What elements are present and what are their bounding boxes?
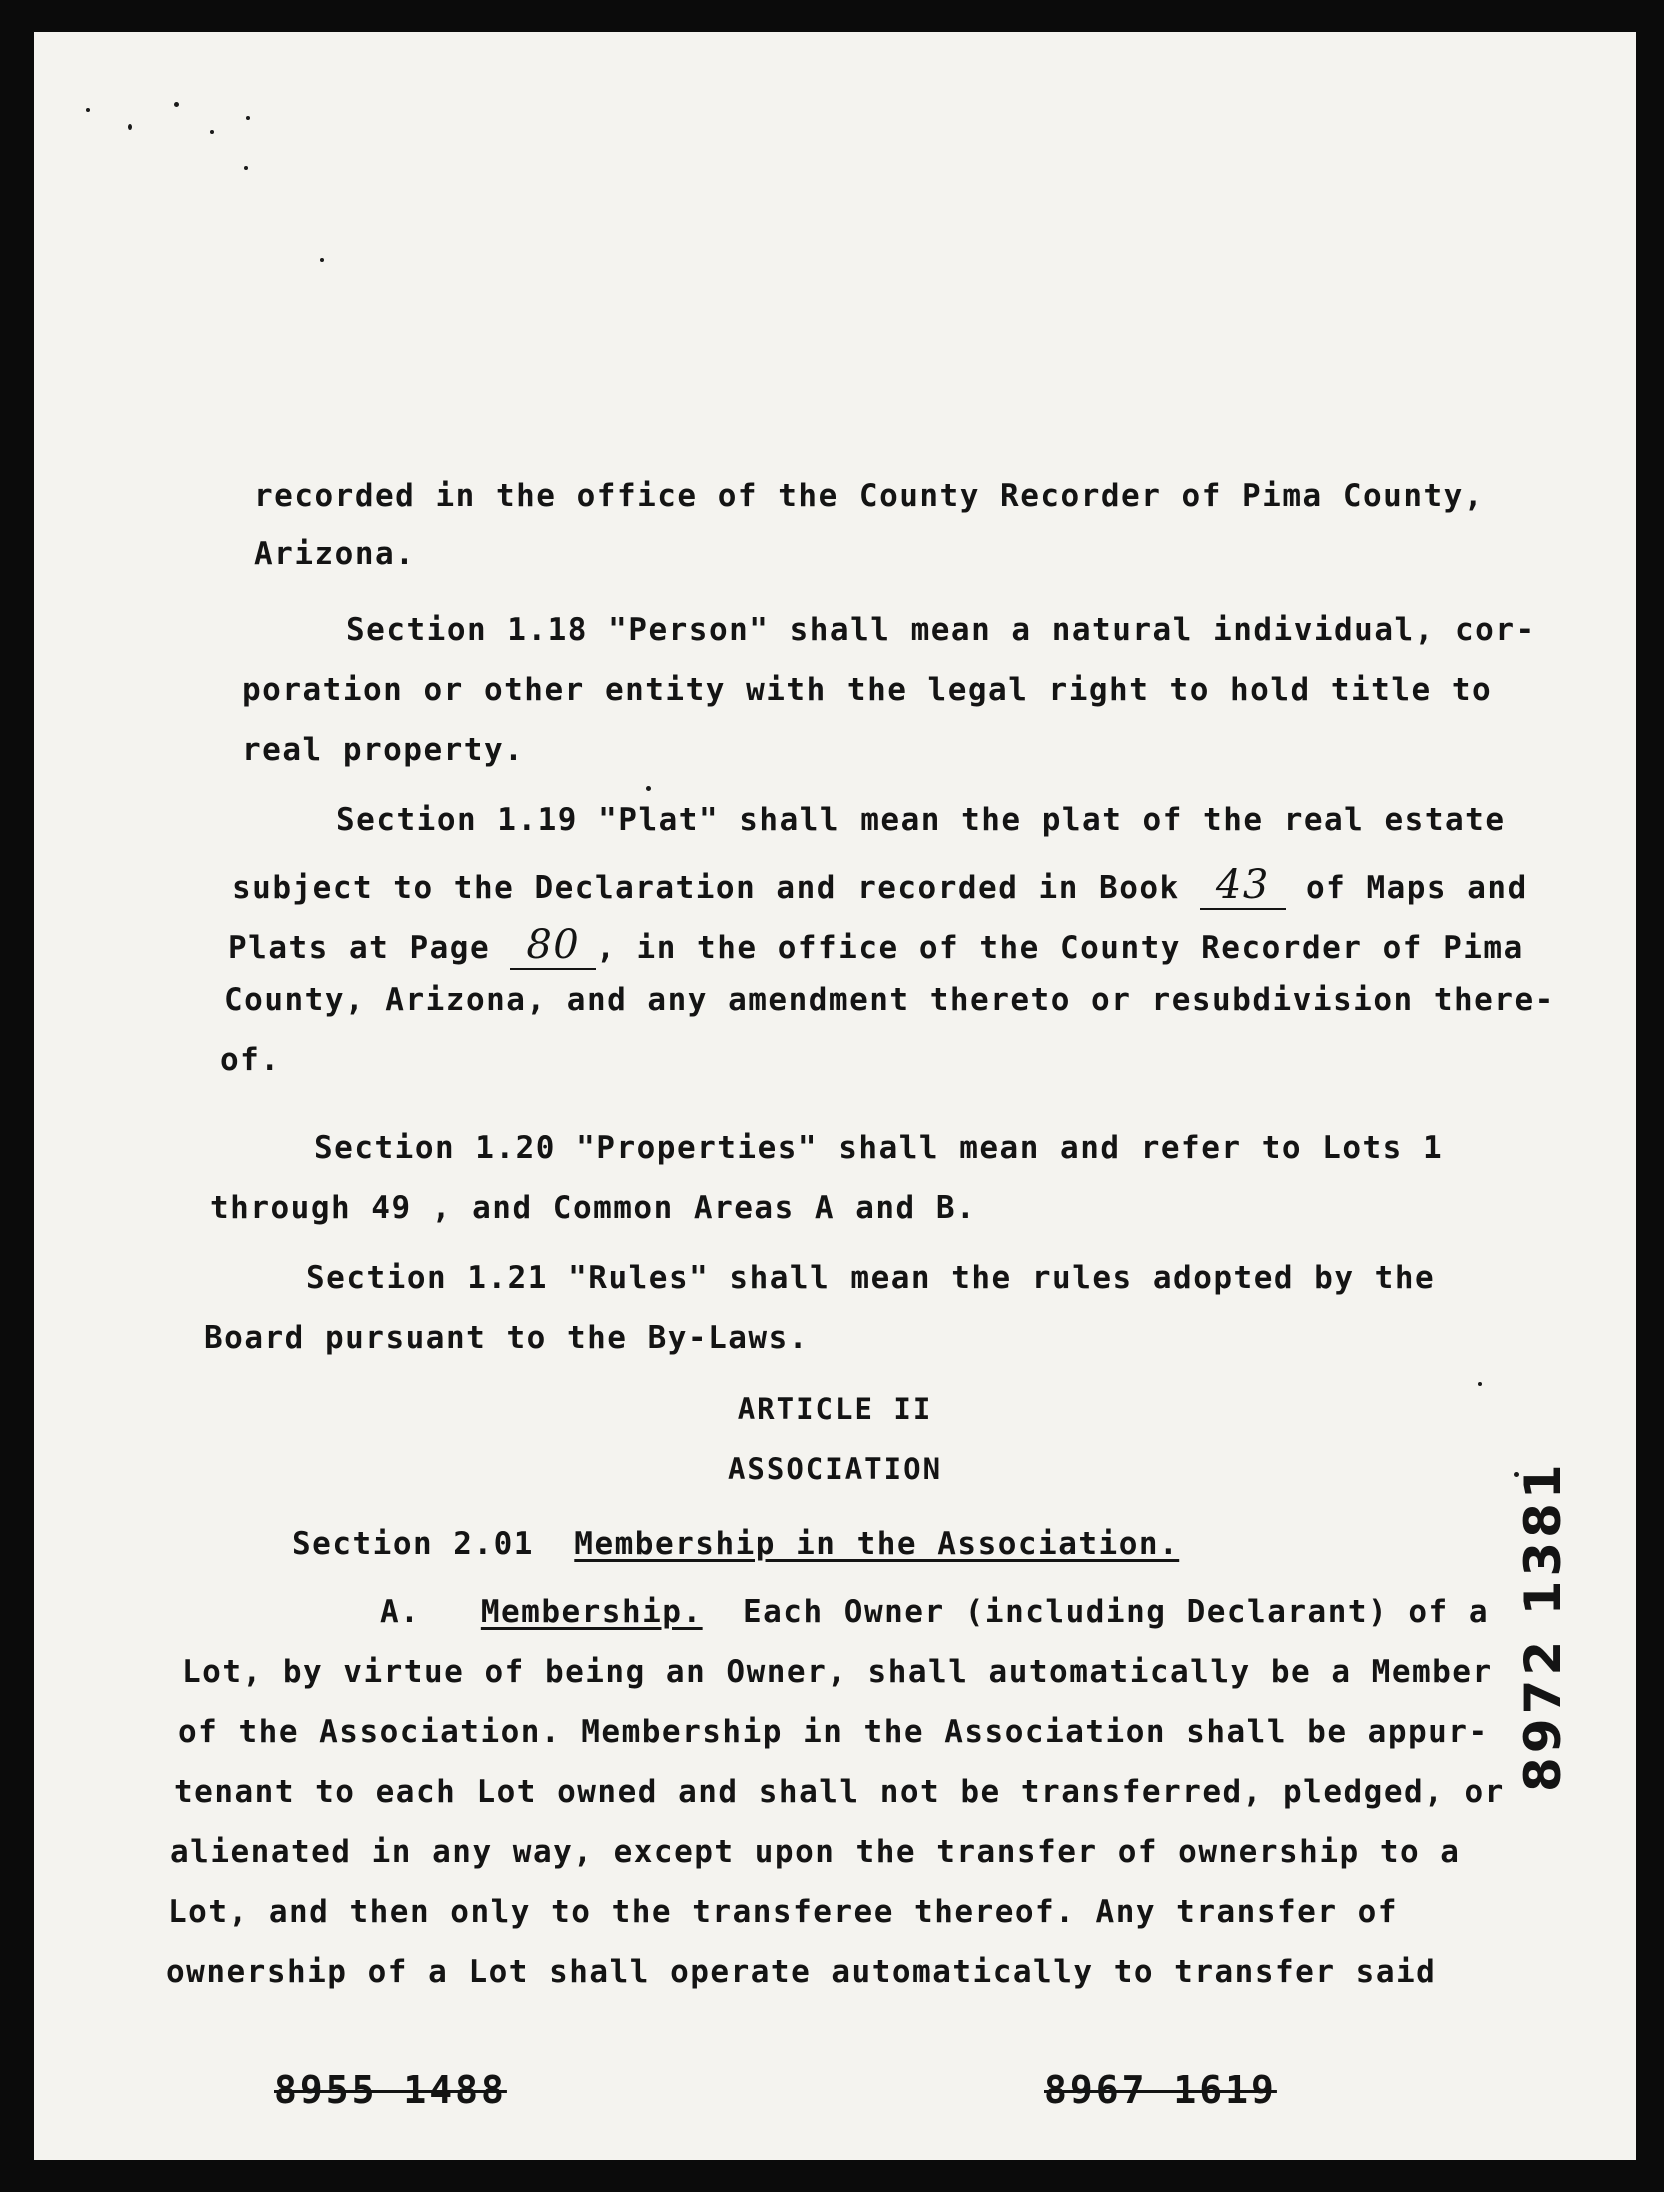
section-2-01-line bbox=[292, 1526, 1179, 1562]
struck-footer-number-left: 8955 1488 bbox=[274, 2068, 507, 2112]
handwritten-page-number: 80 bbox=[510, 922, 596, 970]
scan-speck bbox=[210, 130, 214, 134]
margin-recording-stamp: 8972 1381 bbox=[1514, 1460, 1572, 1792]
body-line: through 49 , and Common Areas A and B. bbox=[210, 1190, 977, 1226]
scan-speck bbox=[244, 166, 248, 170]
section-1-21-line: Section 1.21 "Rules" shall mean the rules adopted by the bbox=[306, 1260, 1436, 1296]
body-line: Lot, by virtue of being an Owner, shall automatically be a Member bbox=[182, 1654, 1493, 1690]
section-1-20-line: Section 1.20 "Properties" shall mean and refer to Lots 1 bbox=[314, 1130, 1444, 1166]
subsection-title: Membership. bbox=[480, 1594, 703, 1630]
section-1-18-line: Section 1.18 "Person" shall mean a natural individual, cor- bbox=[346, 612, 1536, 648]
scan-speck bbox=[1478, 1382, 1482, 1386]
body-line: real property. bbox=[242, 732, 525, 768]
article-title: ASSOCIATION bbox=[727, 1452, 943, 1486]
section-1-19-line: Section 1.19 "Plat" shall mean the plat of the real estate bbox=[336, 802, 1506, 838]
body-text: , in the office of the County Recorder of Pima bbox=[596, 930, 1524, 966]
page-reference-line bbox=[228, 922, 1524, 968]
scan-speck bbox=[246, 116, 250, 120]
article-heading: ARTICLE II bbox=[737, 1392, 933, 1426]
scan-speck bbox=[86, 108, 90, 112]
struck-footer-number-right: 8967 1619 bbox=[1044, 2068, 1277, 2112]
scan-speck bbox=[174, 102, 179, 107]
body-line: of the Association. Membership in the Association shall be appur- bbox=[178, 1714, 1489, 1750]
body-text: Plats at Page bbox=[228, 930, 491, 966]
body-line: recorded in the office of the County Recorder of Pima County, bbox=[254, 478, 1484, 514]
section-title: Membership in the Association. bbox=[574, 1526, 1180, 1562]
body-line: of. bbox=[220, 1042, 281, 1078]
scan-speck bbox=[320, 258, 324, 262]
handwritten-book-number: 43 bbox=[1200, 862, 1286, 910]
document-page bbox=[34, 32, 1636, 2160]
section-number: Section 2.01 bbox=[292, 1526, 534, 1562]
body-line: alienated in any way, except upon the transfer of ownership to a bbox=[170, 1834, 1461, 1870]
body-text: subject to the Declaration and recorded in Book bbox=[232, 870, 1180, 906]
body-line: ownership of a Lot shall operate automatically to transfer said bbox=[166, 1954, 1437, 1990]
body-text: of Maps and bbox=[1305, 870, 1528, 906]
body-line: tenant to each Lot owned and shall not be transferred, pledged, or bbox=[174, 1774, 1505, 1810]
body-line: poration or other entity with the legal right to hold title to bbox=[242, 672, 1493, 708]
scan-speck bbox=[128, 124, 132, 130]
subsection-a-line bbox=[380, 1594, 1489, 1630]
body-line: County, Arizona, and any amendment thereto or resubdivision there- bbox=[224, 982, 1555, 1018]
body-line: Lot, and then only to the transferee thereof. Any transfer of bbox=[168, 1894, 1398, 1930]
body-line: Arizona. bbox=[254, 536, 416, 572]
book-reference-line bbox=[232, 862, 1528, 908]
scan-speck bbox=[646, 786, 651, 791]
subsection-label: A. bbox=[380, 1594, 421, 1630]
body-text: Each Owner (including Declarant) of a bbox=[742, 1594, 1490, 1630]
body-line: Board pursuant to the By-Laws. bbox=[204, 1320, 809, 1356]
